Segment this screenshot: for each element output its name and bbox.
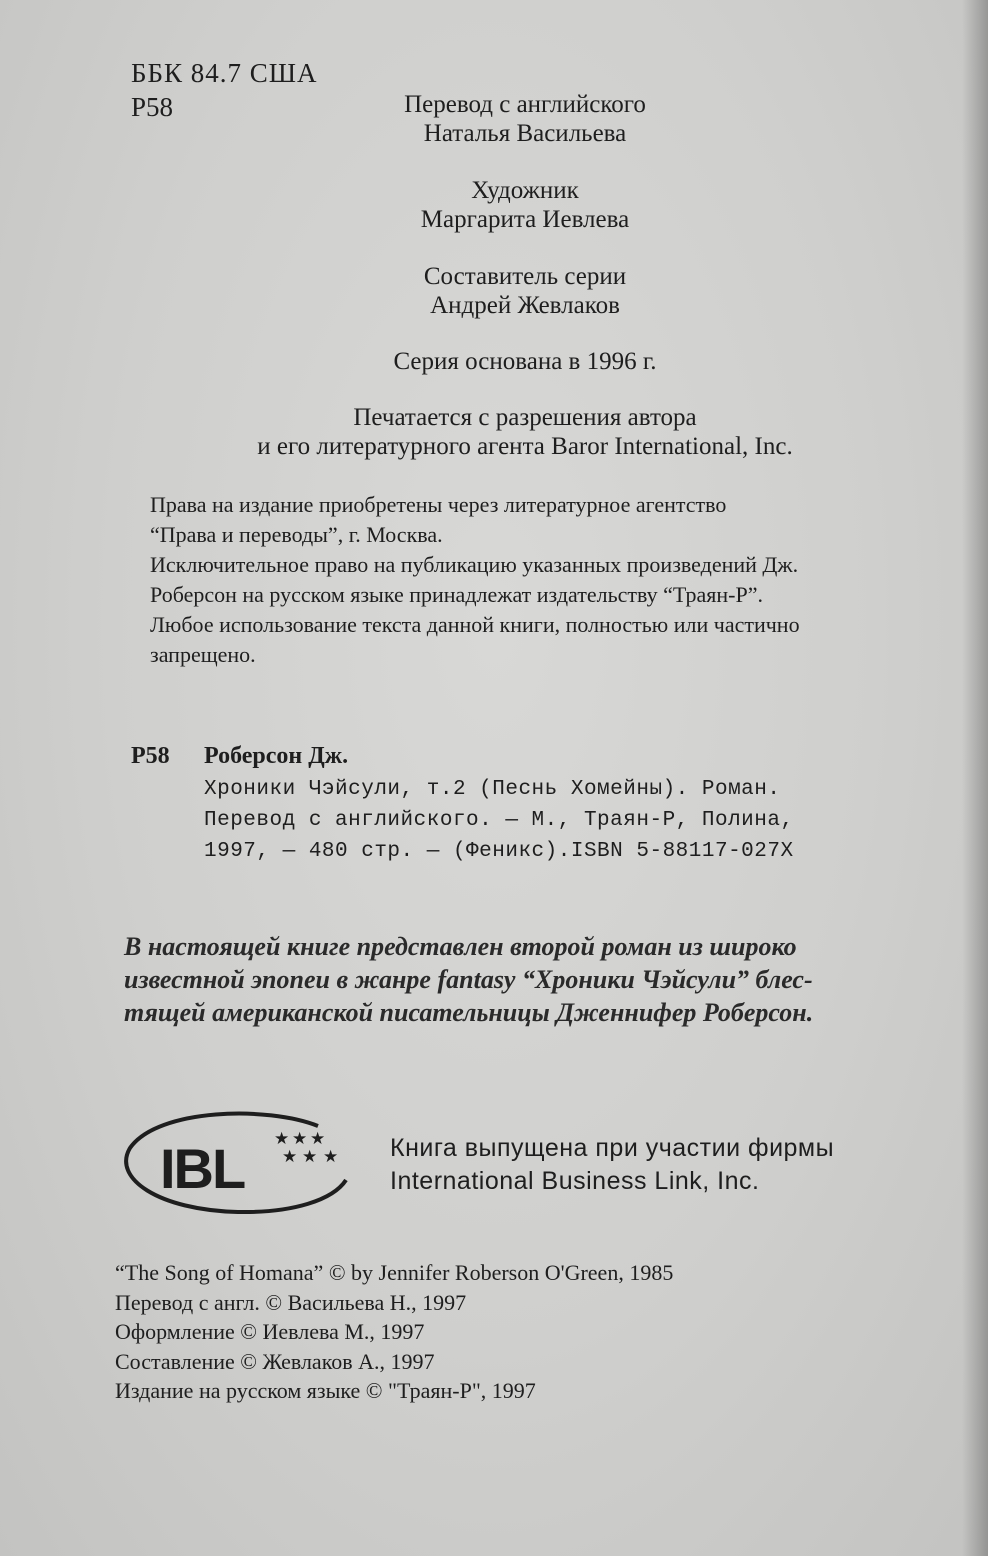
series-founded: Серия основана в 1996 г. [393, 348, 657, 375]
bibliography-line: 1997, — 480 стр. — (Феникс).ISBN 5-88117-027X [204, 840, 794, 863]
rights-line: запрещено. [150, 642, 256, 667]
ibl-logo [118, 1108, 354, 1218]
translation-label: Перевод с английского [404, 91, 646, 118]
annotation [124, 930, 914, 1029]
copyright-line: “The Song of Homana” © by Jennifer Roberson O'Green, 1985 [115, 1260, 674, 1285]
artist-name: Маргарита Иевлева [420, 206, 630, 233]
author-code: Р58 [131, 92, 174, 122]
rights-notice [150, 490, 910, 670]
artist-label: Художник [471, 177, 579, 204]
svg-text:★: ★ [302, 1147, 318, 1167]
partner-line-2: International Business Link, Inc. [390, 1167, 760, 1195]
annotation-line: тящей американской писательницы Дженнифер Роберсон. [124, 998, 814, 1027]
permission-line-2: и его литературного агента Baror International, Inc. [257, 433, 793, 460]
compiler-label: Составитель серии [423, 263, 627, 290]
copyright-line: Оформление © Иевлева М., 1997 [115, 1319, 425, 1344]
rights-line: “Права и переводы”, г. Москва. [150, 522, 443, 547]
bibliography-line: Хроники Чэйсули, т.2 (Песнь Хомейны). Роман. [204, 778, 781, 801]
svg-text:IBL: IBL [160, 1137, 245, 1200]
svg-text:★: ★ [292, 1129, 308, 1149]
rights-line: Любое использование текста данной книги, полностью или частично [150, 612, 800, 637]
annotation-line: В настоящей книге представлен второй роман из широко [124, 932, 797, 961]
partner-line-1: Книга выпущена при участии фирмы [390, 1134, 835, 1162]
bibliography-author: Роберсон Дж. [204, 743, 349, 769]
rights-line: Права на издание приобретены через литературное агентство [150, 492, 727, 517]
copyright-line: Издание на русском языке © "Траян-Р", 1997 [115, 1378, 536, 1403]
partner-notice [390, 1132, 834, 1198]
translator-name: Наталья Васильева [423, 120, 627, 147]
annotation-line: известной эпопеи в жанре fantasy “Хроники Чэйсули” блес- [124, 965, 813, 994]
permission-line-1: Печатается с разрешения автора [353, 404, 697, 431]
copyright-block [115, 1258, 673, 1406]
svg-text:★: ★ [274, 1129, 290, 1149]
rights-line: Роберсон на русском языке принадлежат издательству “Траян-Р”. [150, 582, 763, 607]
bibliography-code: Р58 [131, 743, 170, 769]
rights-line: Исключительное право на публикацию указанных произведений Дж. [150, 552, 799, 577]
copyright-line: Перевод с англ. © Васильева Н., 1997 [115, 1289, 467, 1315]
compiler-name: Андрей Жевлаков [430, 292, 620, 319]
svg-text:★: ★ [323, 1147, 339, 1167]
svg-text:★: ★ [282, 1147, 298, 1167]
bibliography-description [204, 774, 794, 867]
bibliography-line: Перевод с английского. — М., Траян-Р, Полина, [204, 809, 794, 832]
bbk-classification: ББК 84.7 США [131, 58, 318, 88]
copyright-line: Составление © Жевлаков А., 1997 [115, 1348, 435, 1374]
svg-text:★: ★ [310, 1129, 326, 1149]
